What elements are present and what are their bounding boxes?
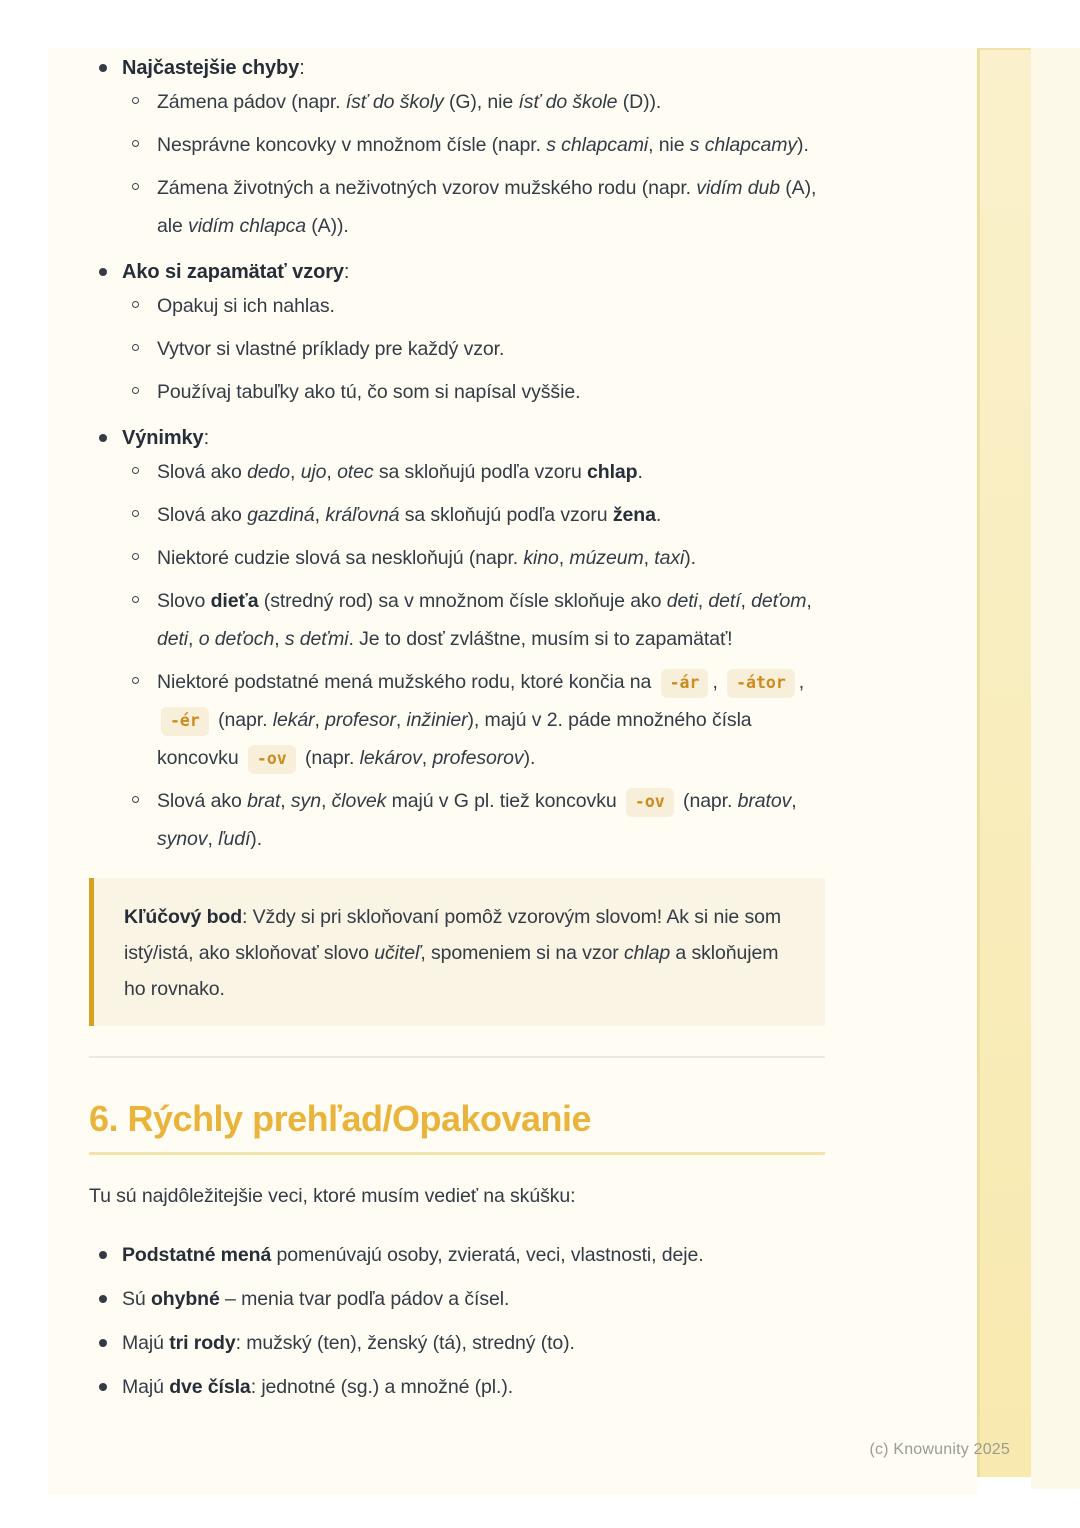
page-edge-strip-light <box>1031 48 1080 1489</box>
italic-text: synov <box>157 828 208 850</box>
code-badge: -ár <box>661 669 709 698</box>
summary-item <box>89 1235 825 1275</box>
italic-text: s deťmi <box>284 628 349 650</box>
italic-text: ísť do školy <box>345 91 444 113</box>
italic-text: deti <box>157 628 189 650</box>
sub-list-item <box>122 169 825 245</box>
item-label: Výnimky: <box>122 427 210 449</box>
bold-text: dve čísla <box>169 1376 251 1398</box>
italic-text: brat <box>247 790 281 812</box>
summary-item-text: Majú dve čísla: jednotné (sg.) a množné (pl.). <box>122 1376 514 1398</box>
section-heading: 6. Rýchly prehľad/Opakovanie <box>89 1098 592 1139</box>
sub-item-text: Slovo dieťa (stredný rod) sa v množnom čísle skloňuje ako deti, detí, deťom, deti, o deťoch, s deťmi. Je to dosť zvláštne, musím si to zapamätať! <box>157 590 812 650</box>
bold-text: chlap <box>587 461 638 483</box>
bullet-icon <box>99 64 107 72</box>
sub-list-item <box>122 287 825 325</box>
bullet-icon <box>99 1383 107 1391</box>
notes-list <box>89 55 825 858</box>
summary-item <box>89 1367 825 1407</box>
summary-item <box>89 1323 825 1363</box>
summary-item <box>89 1279 825 1319</box>
sub-item-text: Slová ako brat, syn, človek majú v G pl. tiež koncovku -ov (napr. bratov, synov, ľudí). <box>157 790 797 850</box>
bullet-icon <box>99 268 107 276</box>
circle-bullet-icon <box>132 183 139 190</box>
italic-text: lekár <box>272 709 315 731</box>
circle-bullet-icon <box>132 97 139 104</box>
bold-text: Výnimky <box>122 427 204 449</box>
bold-text: žena <box>612 504 656 526</box>
sub-list <box>122 453 825 858</box>
summary-item-text: Podstatné mená pomenúvajú osoby, zvieratá, veci, vlastnosti, deje. <box>122 1244 704 1266</box>
code-badge: -ov <box>626 788 674 817</box>
italic-text: detí <box>708 590 741 612</box>
key-point-callout <box>89 878 825 1026</box>
circle-bullet-icon <box>132 796 139 803</box>
bold-text: Ako si zapamätať vzory <box>122 261 344 283</box>
sub-item-text: Opakuj si ich nahlas. <box>157 295 335 317</box>
bold-text: ohybné <box>150 1288 220 1310</box>
italic-text: kino <box>523 547 559 569</box>
sub-list-item <box>122 373 825 411</box>
italic-text: s chlapcamy <box>689 134 798 156</box>
italic-text: deťom <box>751 590 807 612</box>
italic-text: syn <box>290 790 321 812</box>
bullet-icon <box>99 1295 107 1303</box>
bullet-icon <box>99 1339 107 1347</box>
bold-text: dieťa <box>210 590 259 612</box>
italic-text: dedo <box>247 461 291 483</box>
sub-list-item <box>122 126 825 164</box>
italic-text: bratov <box>737 790 792 812</box>
italic-text: gazdiná <box>247 504 315 526</box>
code-badge: -átor <box>727 669 795 698</box>
circle-bullet-icon <box>132 510 139 517</box>
circle-bullet-icon <box>132 140 139 147</box>
circle-bullet-icon <box>132 553 139 560</box>
circle-bullet-icon <box>132 344 139 351</box>
italic-text: ľudí <box>218 828 251 850</box>
sub-list-item <box>122 663 825 777</box>
circle-bullet-icon <box>132 467 139 474</box>
summary-item-text: Sú ohybné – menia tvar podľa pádov a čísel. <box>122 1288 510 1310</box>
list-item <box>89 55 825 245</box>
sub-list-item <box>122 582 825 658</box>
page-edge-strip <box>977 48 1031 1477</box>
sub-item-text: Slová ako dedo, ujo, otec sa skloňujú podľa vzoru chlap. <box>157 461 643 483</box>
sub-list-item <box>122 782 825 858</box>
sub-item-text: Zámena životných a neživotných vzorov mužského rodu (napr. vidím dub (A), ale vidím chlapca (A)). <box>157 177 817 237</box>
italic-text: profesor <box>325 709 396 731</box>
bold-text: tri rody <box>169 1332 236 1354</box>
bullet-icon <box>99 434 107 442</box>
item-label: Ako si zapamätať vzory: <box>122 261 350 283</box>
italic-text: ísť do škole <box>518 91 618 113</box>
summary-item-text: Majú tri rody: mužský (ten), ženský (tá), stredný (to). <box>122 1332 575 1354</box>
italic-text: učiteľ <box>374 942 421 964</box>
italic-text: otec <box>337 461 374 483</box>
list-item <box>89 259 825 411</box>
italic-text: vidím dub <box>696 177 780 199</box>
heading-underline <box>89 1152 825 1155</box>
circle-bullet-icon <box>132 596 139 603</box>
italic-text: múzeum <box>569 547 644 569</box>
sub-list-item <box>122 330 825 368</box>
code-badge: -ér <box>161 707 209 736</box>
bold-text: Podstatné mená <box>122 1244 272 1266</box>
bold-text: Najčastejšie chyby <box>122 57 300 79</box>
bold-text: Kľúčový bod <box>124 906 243 928</box>
item-label: Najčastejšie chyby: <box>122 57 305 79</box>
list-item <box>89 425 825 858</box>
sub-list-item <box>122 539 825 577</box>
italic-text: s chlapcami <box>546 134 649 156</box>
sub-item-text: Zámena pádov (napr. ísť do školy (G), nie ísť do škole (D)). <box>157 91 662 113</box>
sub-item-text: Slová ako gazdiná, kráľovná sa skloňujú podľa vzoru žena. <box>157 504 662 526</box>
italic-text: chlap <box>623 942 671 964</box>
page-sheet <box>48 48 977 1495</box>
italic-text: vidím chlapca <box>188 215 306 237</box>
italic-text: človek <box>331 790 387 812</box>
italic-text: inžinier <box>406 709 468 731</box>
sub-item-text: Nesprávne koncovky v množnom čísle (napr. s chlapcami, nie s chlapcamy). <box>157 134 809 156</box>
sub-item-text: Niektoré podstatné mená mužského rodu, ktoré končia na -ár , -átor , -ér (napr. lekár, profesor, inžinier), majú v 2. páde množného čísla koncovku -ov (napr. lekárov, profesorov). <box>157 671 804 769</box>
italic-text: profesorov <box>432 747 524 769</box>
callout-text: Kľúčový bod: Vždy si pri skloňovaní pomôž vzorovým slovom! Ak si nie som istý/istá, ako skloňovať slovo učiteľ, spomeniem si na vzor chlap a skloňujem ho rovnako. <box>124 906 782 1000</box>
bullet-icon <box>99 1251 107 1259</box>
circle-bullet-icon <box>132 387 139 394</box>
italic-text: o deťoch <box>198 628 275 650</box>
italic-text: lekárov <box>359 747 422 769</box>
sub-item-text: Niektoré cudzie slová sa neskloňujú (napr. kino, múzeum, taxi). <box>157 547 696 569</box>
sub-item-text: Používaj tabuľky ako tú, čo som si napísal vyššie. <box>157 381 581 403</box>
italic-text: deti <box>666 590 698 612</box>
circle-bullet-icon <box>132 677 139 684</box>
circle-bullet-icon <box>132 301 139 308</box>
intro-paragraph: Tu sú najdôležitejšie veci, ktoré musím vedieť na skúšku: <box>89 1185 576 1207</box>
italic-text: taxi <box>654 547 685 569</box>
sub-list <box>122 287 825 411</box>
sub-item-text: Vytvor si vlastné príklady pre každý vzor. <box>157 338 505 360</box>
page-content <box>89 55 825 1411</box>
copyright-watermark: (c) Knowunity 2025 <box>869 1441 1010 1458</box>
sub-list-item <box>122 453 825 491</box>
sub-list-item <box>122 496 825 534</box>
italic-text: ujo <box>300 461 327 483</box>
sub-list <box>122 83 825 245</box>
sub-list-item <box>122 83 825 121</box>
section-divider <box>89 1056 825 1058</box>
code-badge: -ov <box>248 745 296 774</box>
italic-text: kráľovná <box>325 504 400 526</box>
summary-list <box>89 1235 825 1407</box>
